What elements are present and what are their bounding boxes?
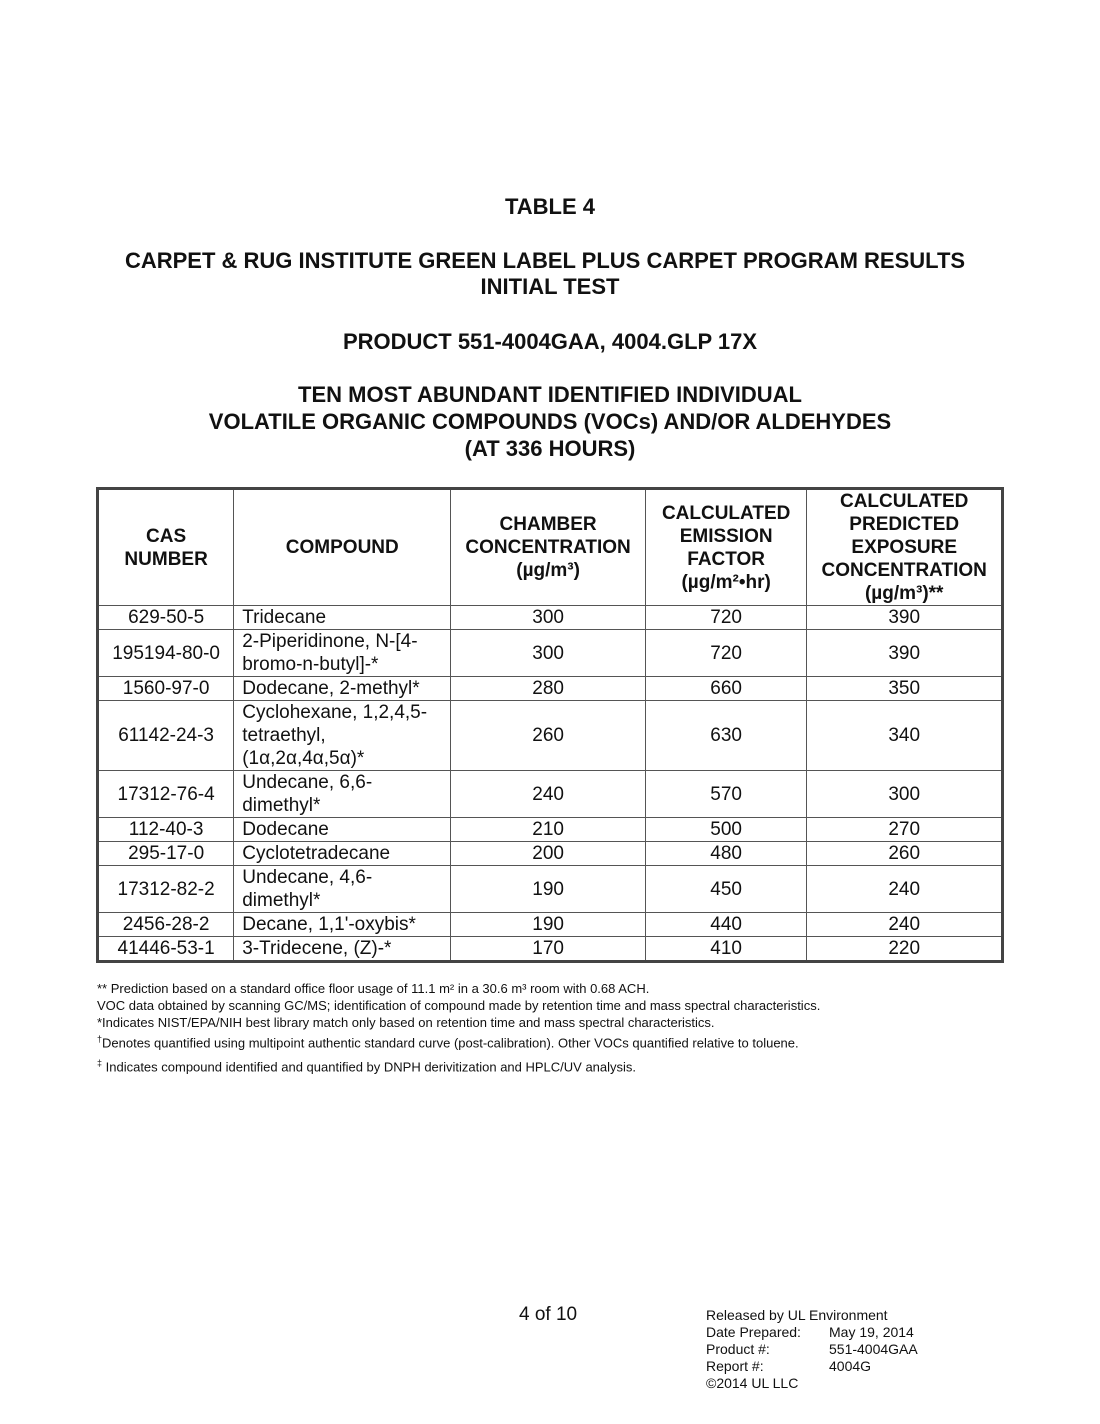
date-value: May 19, 2014 [829,1324,914,1340]
chamber-cell: 200 [451,842,646,866]
footnote-quantified [97,1031,820,1051]
footnote-dnph-text: Indicates compound identified and quantified by DNPH derivitization and HPLC/UV analysis. [102,1059,637,1075]
released-by: Released by UL Environment [706,1307,888,1323]
report-value: 4004G [829,1358,872,1374]
compound-cell [234,606,451,630]
emission-cell: 630 [645,701,807,771]
header-emission-factor [645,489,807,606]
dagger-mark: † [97,1034,103,1044]
table-row [98,677,1003,701]
chamber-cell: 190 [451,866,646,913]
emission-cell: 480 [645,842,807,866]
cas-cell: 1560-97-0 [98,677,234,701]
table-body [98,606,1003,962]
title-line-2: INITIAL TEST [480,274,620,299]
exposure-cell: 240 [807,866,1003,913]
product-label: Product #: [706,1341,770,1357]
footnote-nist: *Indicates NIST/EPA/NIH best library match only based on retention time and mass spectral characteristics. [97,1015,715,1030]
cas-cell: 41446-53-1 [98,937,234,962]
emission-cell: 720 [645,630,807,677]
compound-line: tetraethyl, [242,725,326,746]
footnote-quantified-text: Denotes quantified using multipoint authentic standard curve (post-calibration). Other VOCs quantified relative to toluene. [102,1035,799,1051]
compound-line: Decane, 1,1'-oxybis* [242,914,416,935]
table-row [98,866,1003,913]
compound-line: 2-Piperidinone, N-[4- [242,631,418,652]
voc-results-table [96,487,1004,963]
compound-cell [234,818,451,842]
exposure-cell: 350 [807,677,1003,701]
cas-cell: 629-50-5 [98,606,234,630]
footnote-prediction: ** Prediction based on a standard office floor usage of 11.1 m² in a 30.6 m³ room with 0.68 ACH. [97,981,650,996]
product-value: 551-4004GAA [829,1341,918,1357]
cas-cell: 2456-28-2 [98,913,234,937]
chamber-cell: 190 [451,913,646,937]
chamber-cell: 240 [451,771,646,818]
cas-cell: 17312-76-4 [98,771,234,818]
chamber-cell: 170 [451,937,646,962]
exposure-cell: 260 [807,842,1003,866]
header-line: CONCENTRATION [821,560,987,581]
table-row [98,701,1003,771]
header-line: EXPOSURE [851,537,957,558]
header-cas-number [98,489,234,606]
page-number: 4 of 10 [519,1304,578,1325]
date-label: Date Prepared: [706,1324,801,1340]
compound-line: dimethyl* [242,890,321,911]
compound-line: dimethyl* [242,795,321,816]
compound-cell [234,842,451,866]
compound-cell [234,771,451,818]
header-line: CALCULATED [839,491,969,512]
exposure-cell: 220 [807,937,1003,962]
compound-cell [234,866,451,913]
chamber-cell: 300 [451,630,646,677]
header-line: PREDICTED [849,514,960,535]
product-heading: PRODUCT 551-4004GAA, 4004.GLP 17X [342,329,758,354]
exposure-cell: 390 [807,606,1003,630]
cas-cell: 112-40-3 [98,818,234,842]
compound-cell [234,677,451,701]
header-line: NUMBER [124,548,208,570]
report-label: Report #: [706,1358,764,1374]
compound-line: bromo-n-butyl]-* [242,654,379,675]
chamber-cell: 210 [451,818,646,842]
copyright: ©2014 UL LLC [706,1375,799,1391]
emission-cell: 570 [645,771,807,818]
chamber-cell: 280 [451,677,646,701]
cas-cell: 195194-80-0 [98,630,234,677]
compound-line: Undecane, 4,6- [242,867,373,888]
cas-cell: 61142-24-3 [98,701,234,771]
exposure-cell: 340 [807,701,1003,771]
header-line: COMPOUND [285,537,399,558]
header-chamber-concentration [451,489,646,606]
header-line: CONCENTRATION [465,537,631,558]
footnote-voc-data: VOC data obtained by scanning GC/MS; identification of compound made by retention time and mass spectral characteristics. [97,998,821,1013]
emission-cell: 440 [645,913,807,937]
table-row [98,913,1003,937]
header-line: (µg/m³)** [864,583,944,604]
header-line: FACTOR [687,548,766,570]
exposure-cell: 240 [807,913,1003,937]
exposure-cell: 300 [807,771,1003,818]
table-label: TABLE 4 [504,194,596,219]
compound-line: Cyclotetradecane [242,843,391,864]
compound-line: (1α,2α,4α,5α)* [242,748,365,769]
table-row [98,771,1003,818]
compound-line: 3-Tridecene, (Z)-* [242,938,392,959]
cas-cell: 17312-82-2 [98,866,234,913]
compound-cell [234,937,451,962]
emission-cell: 660 [645,677,807,701]
footnote-dnph [97,1055,820,1075]
compound-line: Tridecane [242,607,327,628]
header-line: CAS [146,525,187,547]
exposure-cell: 270 [807,818,1003,842]
double-dagger-mark: ‡ [97,1058,103,1069]
chamber-cell: 300 [451,606,646,630]
compound-line: Dodecane [242,819,329,840]
compound-cell [234,913,451,937]
table-row [98,630,1003,677]
header-line: CHAMBER [499,514,597,535]
title-line-1: CARPET & RUG INSTITUTE GREEN LABEL PLUS CARPET PROGRAM RESULTS [124,248,966,273]
chamber-cell: 260 [451,701,646,771]
emission-cell: 720 [645,606,807,630]
emission-cell: 500 [645,818,807,842]
header-compound [234,489,451,606]
header-line: (µg/m³) [516,560,580,581]
subtitle-line-1: TEN MOST ABUNDANT IDENTIFIED INDIVIDUAL [298,382,802,407]
header-line: (µg/m²•hr) [681,571,771,593]
release-info [706,1307,918,1392]
compound-line: Cyclohexane, 1,2,4,5- [242,702,428,723]
table-row [98,937,1003,962]
header-exposure-concentration [807,489,1003,606]
table-header-row [98,489,1003,606]
subtitle-line-2: VOLATILE ORGANIC COMPOUNDS (VOCs) AND/OR ALDEHYDES [208,409,892,434]
header-line: EMISSION [679,525,773,547]
emission-cell: 410 [645,937,807,962]
footnotes [97,980,820,1076]
subtitle-line-3: (AT 336 HOURS) [464,436,636,461]
table-row [98,606,1003,630]
compound-line: Dodecane, 2-methyl* [242,678,420,699]
compound-line: Undecane, 6,6- [242,772,373,793]
table-row [98,818,1003,842]
emission-cell: 450 [645,866,807,913]
compound-cell [234,630,451,677]
exposure-cell: 390 [807,630,1003,677]
cas-cell: 295-17-0 [98,842,234,866]
compound-cell [234,701,451,771]
header-line: CALCULATED [661,502,791,524]
table-row [98,842,1003,866]
